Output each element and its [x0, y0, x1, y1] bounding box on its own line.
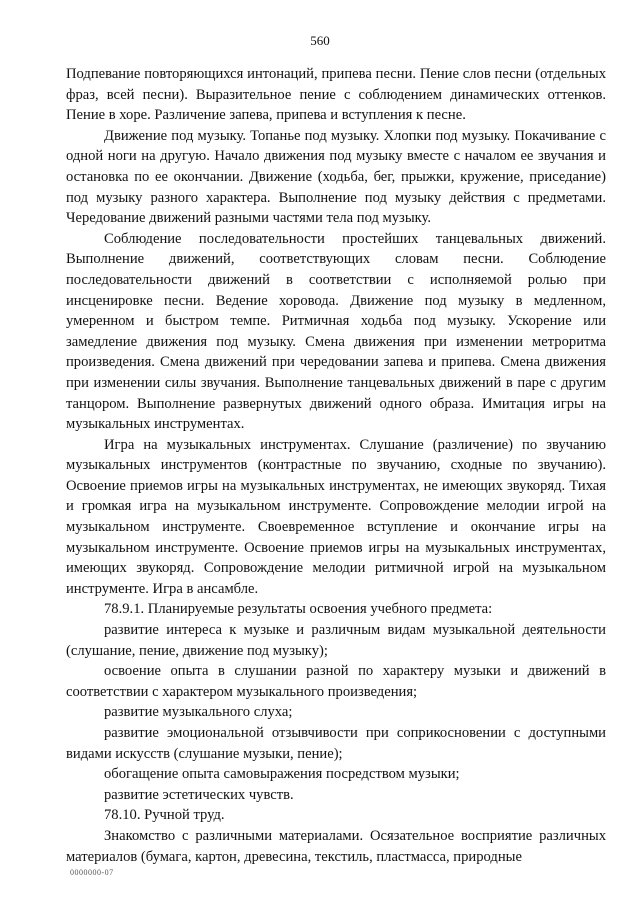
result-item: развитие эмоциональной отзывчивости при соприкосновении с доступными видами искусств (слушание музыки, пение); [66, 725, 606, 762]
section-heading-manual-labor: 78.10. Ручной труд. [104, 807, 225, 824]
document-body [66, 64, 606, 867]
footer-scan-mark: 0000000-07 [70, 868, 114, 877]
paragraph-movement: Движение под музыку. Топанье под музыку. Хлопки под музыку. Покачивание с одной ноги на другую. Начало движения под музыку вместе с началом ее звучания и остановка по ее окончании. Движение (ходьба, бег, прыжки, кружение, приседание) под музыку разного характера. Выполнение под музыку действия с предметами. Чередование движений разными частями тела под музыку. [66, 127, 606, 227]
result-item: развитие интереса к музыке и различным видам музыкальной деятельности (слушание, пение, движение под музыку); [66, 622, 606, 659]
section-heading-results: 78.9.1. Планируемые результаты освоения учебного предмета: [104, 601, 493, 618]
result-item: развитие музыкального слуха; [104, 704, 293, 721]
page-number: 560 [310, 33, 330, 48]
result-item: развитие эстетических чувств. [104, 786, 294, 803]
paragraph-dance: Соблюдение последовательности простейших танцевальных движений. Выполнение движений, соответствующих словам песни. Соблюдение последовательности движений в соответствии с исполняемой ролью при инсценировке песни. Ведение хоровода. Движение под музыку в медленном, умеренном и быстром темпе. Ритмичная ходьба под музыку. Ускорение или замедление движения под музыку. Смена движения при изменении метроритма произведения. Смена движений при чередовании запева и припева. Смена движения при изменении силы звучания. Выполнение танцевальных движений в паре с другим танцором. Выполнение развернутых движений одного образа. Имитация игры на музыкальных инструментах. [66, 230, 606, 433]
paragraph-singing: Подпевание повторяющихся интонаций, припева песни. Пение слов песни (отдельных фраз, всей песни). Выразительное пение с соблюдением динамических оттенков. Пение в хоре. Различение запева, припева и вступления к песне. [66, 66, 606, 124]
paragraph-materials: Знакомство с различными материалами. Осязательное восприятие различных материалов (бумага, картон, древесина, текстиль, пластмасса, природные [66, 827, 606, 865]
result-item: освоение опыта в слушании разной по характеру музыки и движений в соответствии с характером музыкального произведения; [66, 663, 606, 700]
paragraph-instruments: Игра на музыкальных инструментах. Слушание (различение) по звучанию музыкальных инструментов (контрастные по звучанию, сходные по звучанию). Освоение приемов игры на музыкальных инструментах, не имеющих звукоряд. Тихая и громкая игра на музыкальном инструменте. Сопровождение мелодии игрой на музыкальном инструменте. Своевременное вступление и окончание игры на музыкальном инструменте. Освоение приемов игры на музыкальных инструментах, имеющих звукоряд. Сопровождение мелодии ритмичной игрой на музыкальном инструменте. Игра в ансамбле. [66, 436, 606, 597]
result-item: обогащение опыта самовыражения посредством музыки; [104, 766, 460, 783]
